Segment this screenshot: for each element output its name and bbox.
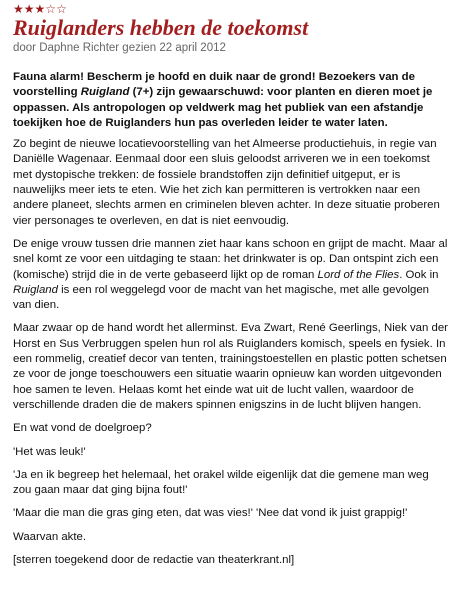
- star-empty-icon: ☆: [45, 2, 57, 16]
- article-paragraph-5: 'Het was leuk!': [13, 445, 86, 458]
- star-filled-icon: ★: [13, 2, 24, 16]
- article-byline: door Daphne Richter gezien 22 april 2012: [13, 42, 226, 54]
- star-empty-icon: ☆: [56, 2, 67, 16]
- article-paragraph-8: Waarvan akte.: [13, 530, 87, 543]
- article-paragraph-6: 'Ja en ik begreep het helemaal, het orakel wilde eigenlijk dat die gemene man weg zou gaan maar dat ging bijna fout!': [13, 468, 429, 497]
- article-paragraph-4: En wat vond de doelgroep?: [13, 422, 152, 435]
- article-lead: Fauna alarm! Bescherm je hoofd en duik naar de grond! Bezoekers van de voorstelling Ruigland (7+) zijn gewaarschuwd: voor planten en dieren moet je oppassen. Als antropologen op veldwerk mag het publiek van een afstandje toekijken hoe de Ruiglanders hun pas overleden leider te water laten.: [13, 71, 433, 129]
- article-paragraph-9: [sterren toegekend door de redactie van theaterkrant.nl]: [13, 554, 295, 567]
- article-paragraph-2: De enige vrouw tussen drie mannen ziet haar kans schoon en grijpt de macht. Maar al snel komt ze voor een uitdaging te staan: het drinkwater is op. Dan ontspint zich een (komische) strijd die in de verte gebaseerd lijkt op de roman Lord of the Flies. Ook in Ruigland is een rol weggelegd voor de macht van het magische, met alle gevolgen van dien.: [13, 237, 448, 312]
- article-paragraph-7: 'Maar die man die gras ging eten, dat was vies!' 'Nee dat vond ik juist grappig!': [13, 507, 408, 520]
- article-paragraph-3: Maar zwaar op de hand wordt het allerminst. Eva Zwart, René Geerlings, Niek van der Horst en Sus Verbruggen spelen hun rol als Ruiglanders komisch, speels en fysiek. In een rommelig, creatief decor van tenten, trainingstoestellen en plastic potten schetsen ze voor de jonge toeschouwers een situatie waarin opnieuw kan worden uitgevonden hoe samen te leven. Helaas komt het einde wat uit de lucht vallen, waardoor de verschillende draden die de makers spinnen enigszins in de lucht blijven hangen.: [13, 322, 448, 411]
- star-rating: [13, 3, 448, 15]
- article-paragraph-1: Zo begint de nieuwe locatievoorstelling van het Almeerse productiehuis, in regie van Daniëlle Wagenaar. Eenmaal door een sluis geloodst arriveren we in een toekomst met dystopische trekken: de fossiele brandstoffen zijn definitief uitgeput, er is nauwelijks meer iets te eten. Wie het zich kan permitteren is vertrokken naar een andere planeet, slechts armen en criminelen bleven achter. In deze situatie proberen vier personages te overleven, en dat is niet eenvoudig.: [13, 138, 440, 227]
- article-title: Ruiglanders hebben de toekomst: [13, 15, 309, 40]
- star-filled-icon: ★: [34, 2, 46, 16]
- star-filled-icon: ★: [23, 2, 35, 16]
